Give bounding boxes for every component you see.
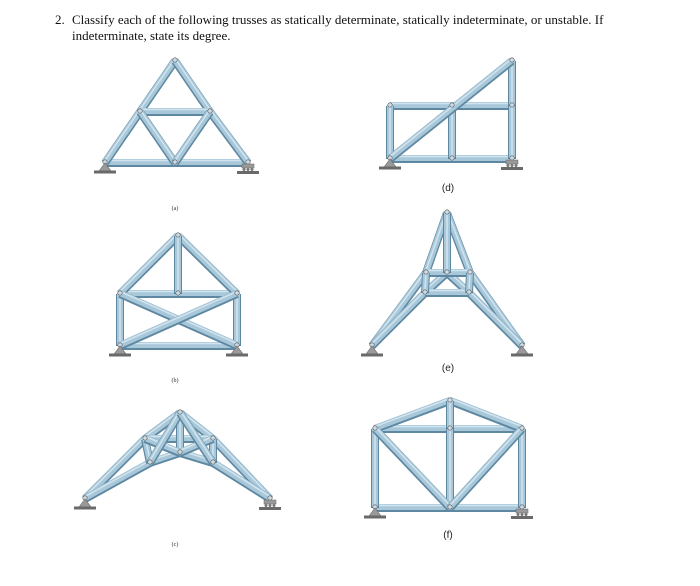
figure-label-d: (d): [441, 183, 455, 194]
truss-member: [120, 344, 237, 347]
figure-label-c: (c): [171, 542, 179, 548]
question-text: Classify each of the following trusses as statically determinate, statically indeterminate, or unstable. If indeterminate, state its degree.: [72, 12, 604, 43]
figure-label-a: (a): [171, 206, 179, 212]
joint-pin: [467, 290, 471, 294]
joint-pin: [148, 460, 152, 464]
truss-member: [120, 234, 178, 295]
figure-label-b: (b): [171, 378, 179, 384]
truss-member: [175, 59, 210, 113]
joint-pin: [445, 210, 449, 214]
truss-member: [375, 427, 450, 509]
joint-pin: [423, 290, 427, 294]
joint-pin: [268, 496, 272, 500]
joint-pin: [235, 291, 239, 295]
joint-pin: [373, 426, 377, 430]
truss-member: [390, 104, 452, 107]
joint-pin: [424, 270, 428, 274]
joint-pin: [510, 58, 514, 62]
joint-pin: [510, 156, 514, 160]
truss-member: [105, 110, 140, 164]
roller-support: [259, 500, 281, 509]
joint-pin: [176, 233, 180, 237]
joint-pin: [450, 103, 454, 107]
joint-pin: [510, 103, 514, 107]
truss-member: [375, 399, 450, 430]
figure-label-f: (f): [443, 530, 453, 541]
pin-support: [511, 346, 533, 355]
pin-support: [361, 346, 383, 355]
joint-pin: [176, 291, 180, 295]
truss-member: [372, 291, 425, 347]
truss-member: [425, 291, 469, 294]
truss-member: [140, 110, 175, 164]
truss-member: [175, 110, 210, 164]
truss-member: [140, 110, 210, 113]
truss-a: [94, 58, 259, 173]
joint-pin: [178, 410, 182, 414]
truss-member: [390, 157, 452, 160]
joint-pin: [246, 160, 250, 164]
question-number: 2.: [55, 12, 65, 27]
truss-member: [210, 110, 248, 164]
joint-pin: [388, 103, 392, 107]
joint-pin: [138, 109, 142, 113]
joint-pin: [143, 436, 147, 440]
pin-support: [74, 499, 96, 508]
truss-member: [140, 59, 175, 113]
joint-pin: [520, 426, 524, 430]
joint-pin: [173, 160, 177, 164]
joint-pin: [448, 398, 452, 402]
truss-d: [379, 58, 523, 169]
truss-e: [361, 210, 533, 355]
truss-f: [364, 398, 533, 518]
truss-b: [109, 233, 248, 355]
truss-member: [452, 157, 512, 160]
joint-pin: [211, 460, 215, 464]
truss-c: [74, 410, 281, 509]
joint-pin: [448, 426, 452, 430]
joint-pin: [448, 505, 452, 509]
truss-member: [178, 234, 237, 295]
joint-pin: [173, 58, 177, 62]
figure-label-e: (e): [441, 363, 455, 374]
truss-member: [375, 506, 450, 509]
truss-member: [450, 506, 522, 509]
joint-pin: [468, 270, 472, 274]
joint-pin: [450, 156, 454, 160]
joint-pin: [520, 505, 524, 509]
truss-member: [450, 399, 522, 430]
truss-member: [105, 161, 175, 164]
joint-pin: [118, 291, 122, 295]
joint-pin: [211, 436, 215, 440]
joint-pin: [178, 450, 182, 454]
truss-member: [175, 161, 248, 164]
joint-pin: [445, 270, 449, 274]
truss-member: [450, 427, 522, 509]
truss-member: [469, 291, 522, 347]
joint-pin: [208, 109, 212, 113]
